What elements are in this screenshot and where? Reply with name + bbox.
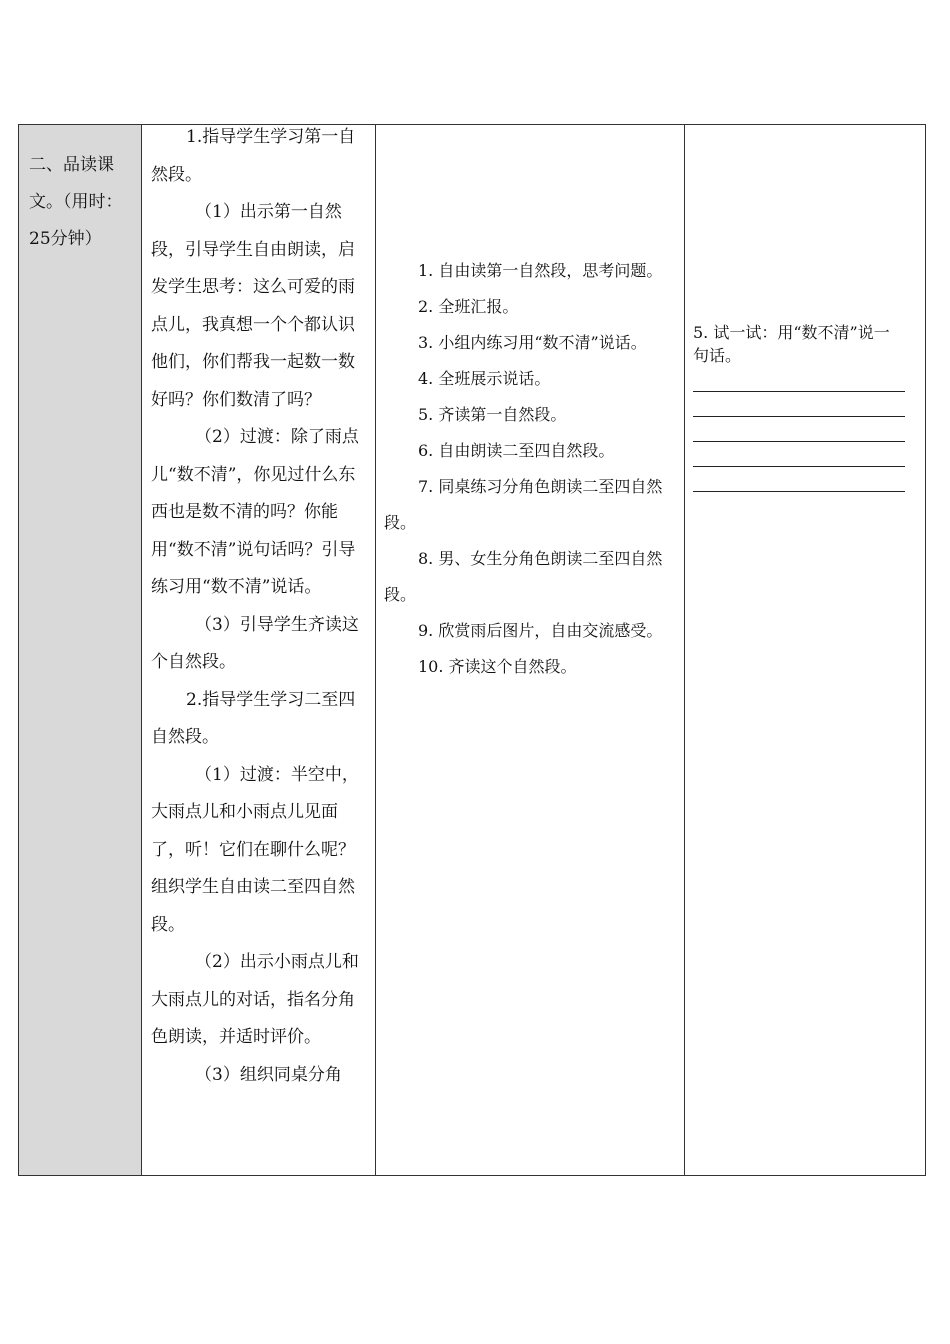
teacher-paragraph: （1）出示第一自然段，引导学生自由朗读，启发学生思考：这么可爱的雨点儿，我真想一个个都认识他们，你们帮我一起数一数好吗？你们数清了吗？	[151, 202, 355, 410]
student-activity-list	[384, 253, 676, 685]
teacher-paragraph: （2）出示小雨点儿和大雨点儿的对话，指名分角色朗读，并适时评价。	[151, 952, 359, 1047]
teacher-paragraph: （3）引导学生齐读这个自然段。	[151, 614, 359, 672]
student-activity-cell	[376, 125, 685, 1176]
list-item: 10. 齐读这个自然段。	[418, 657, 577, 676]
stage-title: 二、品读课文。（用时：25分钟）	[29, 155, 123, 249]
answer-line[interactable]	[693, 367, 905, 392]
teacher-paragraph: （3）组织同桌分角	[195, 1064, 342, 1085]
answer-lines	[693, 367, 905, 492]
list-item: 1. 自由读第一自然段，思考问题。	[418, 261, 663, 280]
teacher-paragraph: （1）过渡：半空中，大雨点儿和小雨点儿见面了，听！它们在聊什么呢？组织学生自由读二至四自然段。	[151, 764, 359, 935]
answer-line[interactable]	[693, 417, 905, 442]
stage-cell	[19, 125, 142, 1176]
list-item: 6. 自由朗读二至四自然段。	[418, 441, 615, 460]
list-item: 8. 男、女生分角色朗读二至四自然段。	[384, 549, 663, 604]
list-item: 2. 全班汇报。	[418, 297, 519, 316]
practice-prompt: 5. 试一试：用“数不清”说一句话。	[693, 323, 890, 365]
teacher-paragraph: 2.指导学生学习二至四自然段。	[151, 689, 356, 747]
practice-cell	[685, 125, 926, 1176]
list-item: 5. 齐读第一自然段。	[418, 405, 567, 424]
list-item: 7. 同桌练习分角色朗读二至四自然段。	[384, 477, 663, 532]
teacher-paragraph: （2）过渡：除了雨点儿“数不清”，你见过什么东西也是数不清的吗？你能用“数不清”说句话吗？引导练习用“数不清”说话。	[151, 427, 359, 597]
answer-line[interactable]	[693, 442, 905, 467]
answer-line[interactable]	[693, 392, 905, 417]
table-row	[19, 125, 926, 1176]
teacher-paragraph: 1.指导学生学习第一自然段。	[151, 127, 356, 185]
answer-line[interactable]	[693, 467, 905, 492]
list-item: 4. 全班展示说话。	[418, 369, 551, 388]
list-item: 9. 欣赏雨后图片，自由交流感受。	[418, 621, 663, 640]
lesson-plan-table	[18, 124, 926, 1176]
list-item: 3. 小组内练习用“数不清”说话。	[418, 333, 647, 352]
teacher-activity-cell	[142, 125, 376, 1176]
